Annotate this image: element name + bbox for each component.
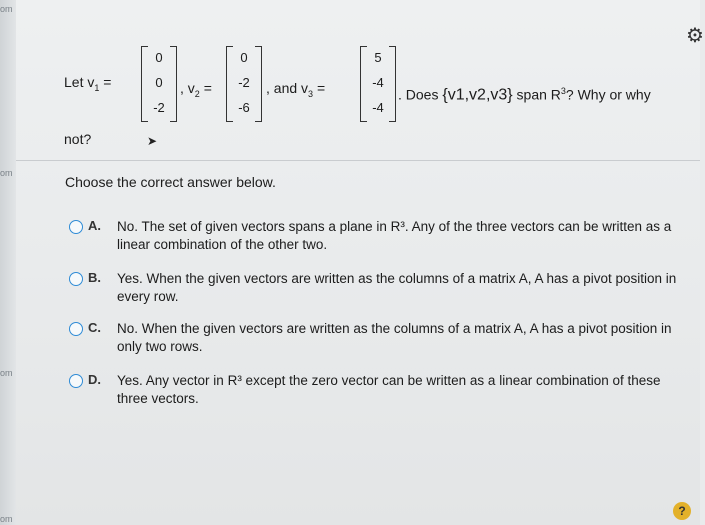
vector-v1	[141, 46, 177, 120]
option-text: No. When the given vectors are written as the columns of a matrix A, A has a pivot position in only two rows.	[117, 321, 672, 354]
vector-v2	[226, 46, 262, 120]
option-text: Yes. Any vector in R³ except the zero vector can be written as a linear combination of these three vectors.	[117, 373, 661, 406]
span-question-text: . Does {v1,v2,v3} span $R^3$? Why or why	[398, 86, 651, 104]
mouse-cursor-icon: ➤	[147, 134, 158, 148]
question-panel	[16, 0, 704, 525]
option-text: No. The set of given vectors spans a plane in R³. Any of the three vectors can be written as a linear combination of the other two.	[117, 219, 672, 252]
divider	[16, 160, 700, 161]
left-sidebar-strip	[0, 0, 16, 525]
let-v1-label: Let $v_1$ =	[64, 74, 112, 93]
vector-entry: -4	[372, 75, 384, 90]
option-letter: D.	[88, 372, 101, 387]
v2-label: , $v_2$ =	[180, 80, 212, 99]
sidebar-label: om	[0, 514, 13, 524]
sidebar-label: om	[0, 4, 13, 14]
option-letter: C.	[88, 320, 101, 335]
vector-entry: 0	[155, 50, 163, 65]
vector-entry: -2	[153, 100, 165, 115]
option-letter: A.	[88, 218, 101, 233]
vector-entry: 0	[240, 50, 248, 65]
help-icon[interactable]: ?	[673, 502, 691, 520]
vector-set: {v1,v2,v3}	[442, 86, 513, 104]
answer-option-b[interactable]	[69, 270, 679, 310]
vector-entry: -4	[372, 100, 384, 115]
answer-option-d[interactable]	[69, 372, 679, 412]
radio-button-a[interactable]	[69, 220, 83, 234]
vector-entry: 5	[374, 50, 382, 65]
answer-option-c[interactable]	[69, 320, 679, 360]
vector-entry: -6	[238, 100, 250, 115]
option-letter: B.	[88, 270, 101, 285]
radio-button-c[interactable]	[69, 322, 83, 336]
sidebar-label: om	[0, 168, 13, 178]
and-v3-label: , and $v_3$ =	[266, 80, 326, 99]
vector-entry: -2	[238, 75, 250, 90]
option-text: Yes. When the given vectors are written as the columns of a matrix A, A has a pivot position in every row.	[117, 271, 677, 304]
question-continuation: not?	[64, 131, 92, 147]
instruction-text: Choose the correct answer below.	[65, 174, 276, 190]
gear-icon[interactable]: ⚙	[686, 25, 704, 47]
vector-entry: 0	[155, 75, 163, 90]
radio-button-b[interactable]	[69, 272, 83, 286]
radio-button-d[interactable]	[69, 374, 83, 388]
answer-option-a[interactable]	[69, 218, 679, 258]
vector-v3	[360, 46, 396, 120]
sidebar-label: om	[0, 368, 13, 378]
